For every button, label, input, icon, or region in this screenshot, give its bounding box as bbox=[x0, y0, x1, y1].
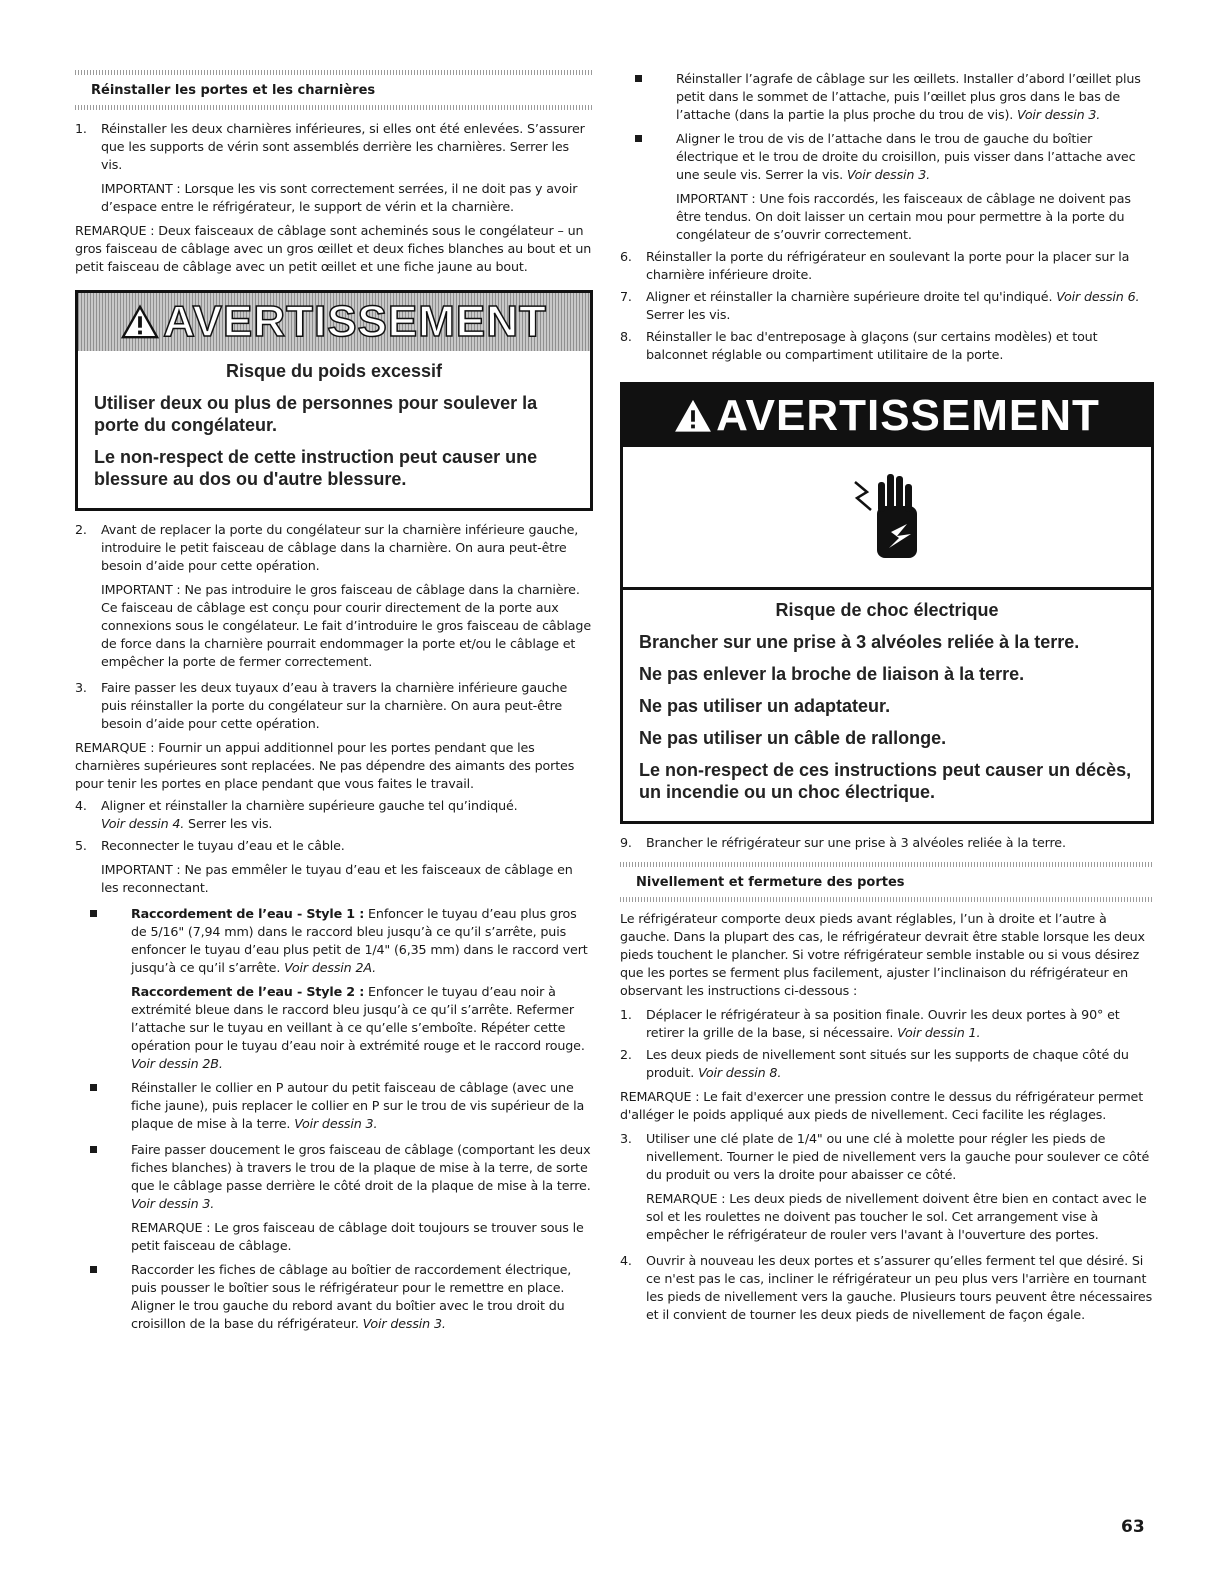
bullet-agrafe bbox=[620, 70, 1154, 124]
section-title-reinstaller: Réinstaller les portes et les charnières bbox=[91, 83, 376, 98]
step-text-after: Serrer les vis. bbox=[184, 816, 273, 831]
electric-shock-hand-icon bbox=[847, 462, 927, 572]
figure-reference: Voir dessin 1. bbox=[897, 1025, 981, 1040]
figure-reference: Voir dessin 3. bbox=[1017, 107, 1101, 122]
warning-triangle-icon bbox=[121, 304, 159, 340]
step-number: 3. bbox=[75, 680, 87, 695]
warning-title-text: AVERTISSEMENT bbox=[716, 391, 1100, 440]
leveling-intro: Le réfrigérateur comporte deux pieds avant réglables, l’un à droite et l’autre à gauche. Dans la plupart des cas, le réfrigérateur devrait être stable lorsque les deux pieds touchent le plancher. Si votre réfrigérateur semble instable ou si vous désirez que les portes se ferment plus facilement, ajuster l’inclinaison du réfrigérateur en observant les instructions ci-dessous : bbox=[620, 911, 1145, 998]
weight-warning-box bbox=[75, 290, 593, 511]
bullet-square-icon bbox=[635, 135, 642, 142]
remarque-leveling: REMARQUE : Le fait d'exercer une pression contre le dessus du réfrigérateur permet d'alléger le poids appliqué aux pieds de nivellement. Ceci facilite les réglages. bbox=[620, 1089, 1144, 1122]
warning-line: Le non-respect de ces instructions peut causer un décès, un incendie ou un choc électrique. bbox=[639, 760, 1132, 802]
bullet-collier bbox=[75, 1079, 593, 1133]
bullet-text: Faire passer doucement le gros faisceau de câblage (comportant les deux fiches blanches) à travers le trou de la plaque de mise à la terre, de sorte que le câblage passe derrière le côté droit de la plaque de mise à la terre. bbox=[131, 1142, 591, 1193]
step-9 bbox=[620, 834, 1154, 852]
bullet-text: Enfoncer le tuyau d’eau plus gros de 5/16" (7,94 mm) dans le raccord bleu jusqu’à ce qu’il s’arrête, puis enfoncer le tuyau d’eau plus petit de 1/4" (6,35 mm) dans le raccord vert jusqu’à ce qu’il s’arrête. bbox=[131, 906, 588, 975]
warning-line: Ne pas utiliser un câble de rallonge. bbox=[639, 728, 947, 748]
step-text: Ouvrir à nouveau les deux portes et s’assurer qu’elles ferment tel que désiré. Si ce n'est pas le cas, incliner le réfrigérateur un peu plus vers l'arrière en tournant les pieds de nivellement vers la gauche. Plusieurs tours peuvent être nécessaires et il convient de tourner les deux pieds de nivellement de façon égale. bbox=[646, 1253, 1153, 1322]
bullet-aligner bbox=[620, 130, 1154, 184]
bullet-label: Raccordement de l’eau - Style 2 : bbox=[131, 984, 365, 999]
section-rule-bottom bbox=[620, 897, 1154, 902]
section-title-nivellement: Nivellement et fermeture des portes bbox=[636, 875, 905, 890]
step-text-main: Aligner et réinstaller la charnière supérieure droite tel qu'indiqué. bbox=[646, 289, 1057, 304]
step-text: Utiliser une clé plate de 1/4" ou une clé à molette pour régler les pieds de nivellement. Tourner le pied de nivellement vers la gauche pour soulever ce côté du produit ou vers la droite pour abaisser ce côté. bbox=[646, 1131, 1150, 1182]
bullet-square-icon bbox=[90, 1266, 97, 1273]
step-text-main: Déplacer le réfrigérateur à sa position finale. Ouvrir les deux portes à 90° et retirer la grille de la base, si nécessaire. bbox=[646, 1007, 1120, 1040]
warning-title bbox=[78, 293, 590, 351]
step-text: Réinstaller les deux charnières inférieures, si elles ont été enlevées. S’assurer que les supports de vérin sont assemblés derrière les charnières. Serrer les vis. bbox=[101, 121, 585, 172]
left-column bbox=[75, 70, 593, 1333]
step-text: Brancher le réfrigérateur sur une prise à 3 alvéoles reliée à la terre. bbox=[646, 835, 1066, 850]
step-text: Avant de replacer la porte du congélateur sur la charnière inférieure gauche, introduire le petit faisceau de câblage dans la charnière. On aura peut-être besoin d’aide pour cette opération. bbox=[101, 522, 579, 573]
right-column bbox=[620, 70, 1154, 1324]
step-number: 6. bbox=[620, 249, 632, 264]
remarque-3: REMARQUE : Le gros faisceau de câblage doit toujours se trouver sous le petit faisceau de câblage. bbox=[131, 1220, 584, 1253]
figure-reference: Voir dessin 3. bbox=[846, 167, 930, 182]
warning-line: Brancher sur une prise à 3 alvéoles reliée à la terre. bbox=[639, 632, 1080, 652]
figure-reference: Voir dessin 2A. bbox=[284, 960, 377, 975]
step-text-main: Les deux pieds de nivellement sont situés sur les supports de chaque côté du produit. bbox=[646, 1047, 1129, 1080]
bullet-text: Réinstaller le collier en P autour du petit faisceau de câblage (avec une fiche jaune), puis replacer le collier en P sur le trou de vis supérieur de la plaque de mise à la terre. bbox=[131, 1080, 585, 1131]
warning-line: Ne pas utiliser un adaptateur. bbox=[639, 696, 891, 716]
warning-title bbox=[623, 385, 1151, 447]
step-number: 2. bbox=[75, 522, 87, 537]
level-step-4 bbox=[620, 1252, 1154, 1324]
step-number: 5. bbox=[75, 838, 87, 853]
step-6 bbox=[620, 248, 1154, 284]
bullet-text: Aligner le trou de vis de l’attache dans le trou de gauche du boîtier électrique et le trou de droite du croisillon, puis visser dans l’attache avec une seule vis. Serrer la vis. bbox=[676, 131, 1136, 182]
figure-reference: Voir dessin 4. bbox=[101, 816, 185, 831]
step-number: 4. bbox=[620, 1253, 632, 1268]
electric-warning-box bbox=[620, 382, 1154, 824]
step-text bbox=[646, 1006, 1154, 1042]
step-5 bbox=[75, 837, 593, 897]
important-note: IMPORTANT : Lorsque les vis sont correctement serrées, il ne doit pas y avoir d’espace entre le réfrigérateur, le support de vérin et la charnière. bbox=[101, 181, 578, 214]
step-number: 1. bbox=[620, 1007, 632, 1022]
step-4 bbox=[75, 797, 593, 833]
warning-body bbox=[623, 590, 1151, 821]
level-step-2 bbox=[620, 1046, 1154, 1082]
warning-body bbox=[78, 351, 590, 508]
figure-reference: Voir dessin 3. bbox=[131, 1196, 215, 1211]
step-text: Réinstaller la porte du réfrigérateur en soulevant la porte pour la placer sur la charnière inférieure droite. bbox=[646, 249, 1130, 282]
step-2 bbox=[75, 521, 593, 671]
bullet-square-icon bbox=[90, 1146, 97, 1153]
bullet-square-icon bbox=[90, 910, 97, 917]
bullet-square-icon bbox=[90, 1084, 97, 1091]
bullet-fiches bbox=[75, 1261, 593, 1333]
bullet-text: Enfoncer le tuyau d’eau noir à extrémité bleue dans le raccord bleu jusqu’à ce qu’il s’arrête. Refermer l’attache sur le tuyau en veillant à ce qu’elle s’emboîte. Répéter cette opération pour le tuyau d’eau noir à extrémité rouge et le raccord rouge. bbox=[131, 984, 585, 1053]
figure-reference: Voir dessin 3. bbox=[294, 1116, 378, 1131]
bullet-water-style-1 bbox=[75, 905, 593, 977]
figure-reference: Voir dessin 6. bbox=[1056, 289, 1140, 304]
important-bullets: IMPORTANT : Une fois raccordés, les faisceaux de câblage ne doivent pas être tendus. On doit laisser un certain mou pour permettre à la porte du congélateur de s’ouvrir correctement. bbox=[676, 191, 1131, 242]
warning-triangle-icon bbox=[674, 398, 712, 434]
remarque-1: REMARQUE : Deux faisceaux de câblage sont acheminés sous le congélateur – un gros faisceau de câblage avec un gros œillet et deux fiches blanches au bout et un petit faisceau de câblage avec un petit œillet et une fiche jaune au bout. bbox=[75, 223, 592, 274]
step-3 bbox=[75, 679, 593, 733]
step-number: 3. bbox=[620, 1131, 632, 1146]
step-text bbox=[646, 288, 1154, 324]
bullet-label: Raccordement de l’eau - Style 1 : bbox=[131, 906, 365, 921]
important-note: IMPORTANT : Ne pas emmêler le tuyau d’eau et les faisceaux de câblage en les reconnectant. bbox=[101, 862, 573, 895]
section-rule-bottom bbox=[75, 105, 593, 110]
page-number: 63 bbox=[1121, 1517, 1145, 1537]
warning-line: Le non-respect de cette instruction peut causer une blessure au dos ou d'autre blessure. bbox=[94, 447, 538, 489]
step-text bbox=[101, 797, 593, 833]
step-text-main: Aligner et réinstaller la charnière supérieure gauche tel qu’indiqué. bbox=[101, 798, 518, 813]
water-style-2 bbox=[75, 983, 593, 1073]
step-1 bbox=[75, 120, 593, 216]
remarque-note: REMARQUE : Les deux pieds de nivellement doivent être bien en contact avec le sol et les roulettes ne doivent pas toucher le sol. Cet arrangement vise à empêcher le réfrigérateur de rouler vers l'avant à l'ouverture des portes. bbox=[646, 1191, 1147, 1242]
figure-reference: Voir dessin 2B. bbox=[131, 1056, 223, 1071]
bullet-text: Raccorder les fiches de câblage au boîtier de raccordement électrique, puis pousser le boîtier sous le réfrigérateur pour le remettre en place. Aligner le trou gauche du rebord avant du boîtier avec le trou droit du croisillon de la base du réfrigérateur. bbox=[131, 1262, 572, 1331]
warning-title-text: AVERTISSEMENT bbox=[163, 297, 547, 346]
step-number: 4. bbox=[75, 798, 87, 813]
warning-subtitle: Risque de choc électrique bbox=[775, 600, 999, 620]
bullet-square-icon bbox=[635, 75, 642, 82]
level-step-3 bbox=[620, 1130, 1154, 1244]
warning-line: Ne pas enlever la broche de liaison à la terre. bbox=[639, 664, 1025, 684]
step-7 bbox=[620, 288, 1154, 324]
remarque-2: REMARQUE : Fournir un appui additionnel pour les portes pendant que les charnières supérieures sont replacées. Ne pas dépendre des aimants des portes pour tenir les portes en place pendant que vous faites le travail. bbox=[75, 740, 575, 791]
shock-illustration bbox=[623, 447, 1151, 590]
step-8 bbox=[620, 328, 1154, 364]
step-number: 7. bbox=[620, 289, 632, 304]
warning-subtitle: Risque du poids excessif bbox=[225, 361, 443, 381]
important-note: IMPORTANT : Ne pas introduire le gros faisceau de câblage dans la charnière. Ce faisceau de câblage est conçu pour courir directement de la porte aux connexions sous le congélateur. Le fait d’introduire le gros faisceau de câblage de force dans la charnière pourrait endommager la porte et/ou le câblage et empêcher la porte de fermer correctement. bbox=[101, 582, 591, 669]
step-number: 9. bbox=[620, 835, 632, 850]
figure-reference: Voir dessin 3. bbox=[362, 1316, 446, 1331]
step-text: Reconnecter le tuyau d’eau et le câble. bbox=[101, 838, 345, 853]
step-text: Faire passer les deux tuyaux d’eau à travers la charnière inférieure gauche puis réinstaller la porte du congélateur sur la charnière. On aura peut-être besoin d’aide pour cette opération. bbox=[101, 680, 568, 731]
bullet-text: Réinstaller l’agrafe de câblage sur les œillets. Installer d’abord l’œillet plus petit dans le sommet de l’attache, puis l’œillet plus gros dans le bas de l’attache (dans la partie la plus proche du trou de vis). bbox=[676, 71, 1141, 122]
step-text-after: Serrer les vis. bbox=[646, 307, 731, 322]
step-text: Réinstaller le bac d'entreposage à glaçons (sur certains modèles) et tout balconnet réglable ou compartiment utilitaire de la porte. bbox=[646, 329, 1098, 362]
step-number: 8. bbox=[620, 329, 632, 344]
figure-reference: Voir dessin 8. bbox=[698, 1065, 782, 1080]
bullet-gros-faisceau bbox=[75, 1141, 593, 1213]
step-text bbox=[646, 1046, 1154, 1082]
warning-line: Utiliser deux ou plus de personnes pour soulever la porte du congélateur. bbox=[94, 393, 538, 435]
level-step-1 bbox=[620, 1006, 1154, 1042]
step-number: 2. bbox=[620, 1047, 632, 1062]
step-number: 1. bbox=[75, 121, 87, 136]
